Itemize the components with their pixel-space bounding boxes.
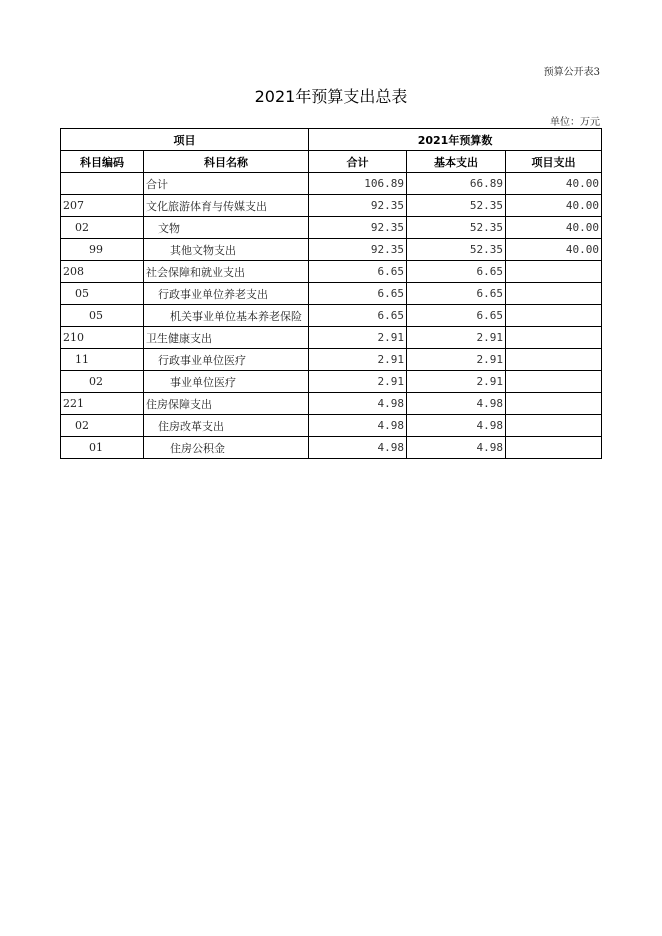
row-basic: 4.98 bbox=[407, 393, 506, 415]
row-total: 4.98 bbox=[309, 415, 407, 437]
row-total: 106.89 bbox=[309, 173, 407, 195]
row-project: 40.00 bbox=[506, 195, 602, 217]
row-project bbox=[506, 349, 602, 371]
row-project: 40.00 bbox=[506, 173, 602, 195]
table-row bbox=[61, 371, 602, 393]
row-name: 合计 bbox=[144, 173, 309, 195]
header-basic: 基本支出 bbox=[407, 151, 506, 173]
row-code: 05 bbox=[61, 305, 144, 327]
row-name: 其他文物支出 bbox=[144, 239, 309, 261]
row-total: 92.35 bbox=[309, 195, 407, 217]
row-code: 208 bbox=[61, 261, 144, 283]
row-total: 4.98 bbox=[309, 393, 407, 415]
row-code: 221 bbox=[61, 393, 144, 415]
row-basic: 6.65 bbox=[407, 261, 506, 283]
unit-label: 单位：万元 bbox=[550, 117, 600, 128]
table-row bbox=[61, 305, 602, 327]
header-project: 项目支出 bbox=[506, 151, 602, 173]
row-project bbox=[506, 305, 602, 327]
table-row bbox=[61, 239, 602, 261]
page-title: 2021年预算支出总表 bbox=[254, 87, 408, 106]
table-row bbox=[61, 415, 602, 437]
row-name: 事业单位医疗 bbox=[144, 371, 309, 393]
row-name: 住房改革支出 bbox=[144, 415, 309, 437]
row-total: 2.91 bbox=[309, 349, 407, 371]
row-project bbox=[506, 261, 602, 283]
row-code: 02 bbox=[61, 371, 144, 393]
row-name: 住房保障支出 bbox=[144, 393, 309, 415]
row-basic: 6.65 bbox=[407, 283, 506, 305]
row-basic: 66.89 bbox=[407, 173, 506, 195]
row-code: 05 bbox=[61, 283, 144, 305]
row-basic: 2.91 bbox=[407, 327, 506, 349]
table-row bbox=[61, 173, 602, 195]
row-total: 2.91 bbox=[309, 327, 407, 349]
table-row bbox=[61, 437, 602, 459]
row-project: 40.00 bbox=[506, 217, 602, 239]
row-name: 行政事业单位医疗 bbox=[144, 349, 309, 371]
table-row bbox=[61, 327, 602, 349]
row-project: 40.00 bbox=[506, 239, 602, 261]
row-name: 文化旅游体育与传媒支出 bbox=[144, 195, 309, 217]
table-row bbox=[61, 195, 602, 217]
row-name: 住房公积金 bbox=[144, 437, 309, 459]
table-row bbox=[61, 217, 602, 239]
row-project bbox=[506, 393, 602, 415]
row-project bbox=[506, 371, 602, 393]
row-project bbox=[506, 327, 602, 349]
row-name: 卫生健康支出 bbox=[144, 327, 309, 349]
row-total: 6.65 bbox=[309, 261, 407, 283]
row-basic: 2.91 bbox=[407, 349, 506, 371]
row-basic: 2.91 bbox=[407, 371, 506, 393]
row-code bbox=[61, 173, 144, 195]
row-project bbox=[506, 283, 602, 305]
row-basic: 6.65 bbox=[407, 305, 506, 327]
row-code: 11 bbox=[61, 349, 144, 371]
row-total: 92.35 bbox=[309, 217, 407, 239]
row-total: 92.35 bbox=[309, 239, 407, 261]
row-name: 文物 bbox=[144, 217, 309, 239]
row-project bbox=[506, 437, 602, 459]
row-basic: 52.35 bbox=[407, 195, 506, 217]
row-project bbox=[506, 415, 602, 437]
row-code: 207 bbox=[61, 195, 144, 217]
form-number: 预算公开表3 bbox=[543, 67, 600, 78]
table-row bbox=[61, 261, 602, 283]
header-total: 合计 bbox=[309, 151, 407, 173]
table-row bbox=[61, 393, 602, 415]
header-row-group bbox=[61, 129, 602, 151]
row-code: 99 bbox=[61, 239, 144, 261]
row-total: 2.91 bbox=[309, 371, 407, 393]
table-row bbox=[61, 283, 602, 305]
row-name: 机关事业单位基本养老保险 bbox=[144, 305, 309, 327]
table-row bbox=[61, 349, 602, 371]
row-basic: 4.98 bbox=[407, 437, 506, 459]
row-name: 社会保障和就业支出 bbox=[144, 261, 309, 283]
row-code: 210 bbox=[61, 327, 144, 349]
budget-expenditure-table bbox=[60, 128, 602, 459]
row-total: 6.65 bbox=[309, 305, 407, 327]
row-basic: 52.35 bbox=[407, 239, 506, 261]
row-code: 02 bbox=[61, 415, 144, 437]
header-budget-group: 2021年预算数 bbox=[309, 129, 602, 151]
row-basic: 52.35 bbox=[407, 217, 506, 239]
row-code: 01 bbox=[61, 437, 144, 459]
header-item-group: 项目 bbox=[61, 129, 309, 151]
row-code: 02 bbox=[61, 217, 144, 239]
row-total: 4.98 bbox=[309, 437, 407, 459]
header-row-columns bbox=[61, 151, 602, 173]
row-basic: 4.98 bbox=[407, 415, 506, 437]
row-total: 6.65 bbox=[309, 283, 407, 305]
header-code: 科目编码 bbox=[61, 151, 144, 173]
row-name: 行政事业单位养老支出 bbox=[144, 283, 309, 305]
header-name: 科目名称 bbox=[144, 151, 309, 173]
